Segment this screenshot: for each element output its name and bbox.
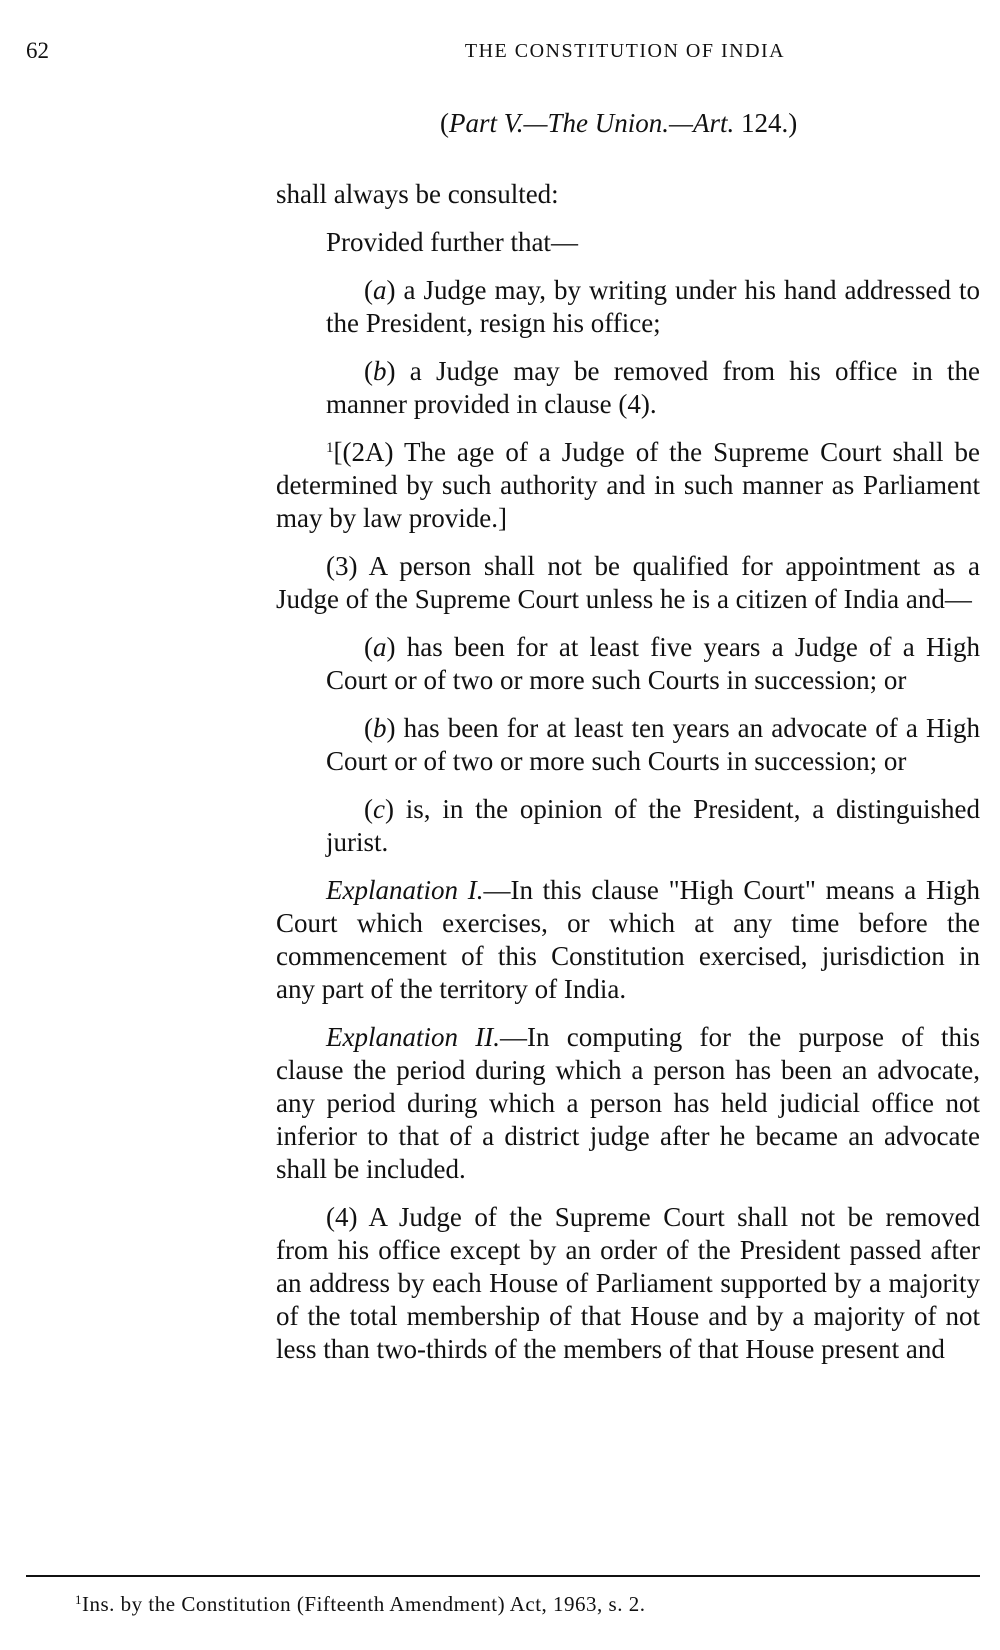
clause-marker: c (373, 794, 385, 824)
paragraph-4: (4) A Judge of the Supreme Court shall not be removed from his office except by an order of the President passed after an address by each House of Parliament supported by a majority of the total membership of that House and by a majority of not less than two-thirds of the members of that House present and (276, 1202, 980, 1364)
clause-marker: b (373, 713, 387, 743)
clause-text: has been for at least ten years an advocate of a High Court or of two or more such Courts in succession; or (326, 713, 980, 776)
article-body (276, 178, 980, 1381)
footnote (75, 1592, 975, 1617)
part-heading-article: 124. (741, 108, 789, 138)
running-title: THE CONSTITUTION OF INDIA (464, 40, 786, 62)
page-number: 62 (26, 38, 49, 63)
part-heading-open: ( (440, 108, 449, 138)
paragraph-proviso: Provided further that— (326, 227, 578, 257)
clause-marker: b (373, 356, 387, 386)
clause-c-jurist: (c) is, in the opinion of the President, a distinguished jurist. (326, 794, 980, 857)
explanation-1 (276, 874, 980, 1006)
paragraph-2a-text: [(2A) The age of a Judge of the Supreme Court shall be determined by such authority and in such manner as Parliament may by law provide.] (276, 437, 980, 533)
part-heading (262, 108, 962, 139)
clause-a-resign: (a) a Judge may, by writing under his hand addressed to the President, resign his office; (326, 275, 980, 338)
explanation-text: —In computing for the purpose of this clause the period during which a person has been an advocate, any period during which a person has held judicial office not inferior to that of a district judge after he became an advocate shall be included. (276, 1022, 980, 1184)
footnote-marker: 1 (75, 1592, 82, 1607)
part-heading-close: ) (788, 108, 798, 138)
clause-marker: a (373, 632, 387, 662)
part-heading-italic: Part V.—The Union.—Art. (449, 108, 735, 138)
clause-text: is, in the opinion of the President, a distinguished jurist. (326, 794, 980, 857)
explanation-label: Explanation I. (326, 875, 484, 905)
clause-text: a Judge may, by writing under his hand addressed to the President, resign his office; (326, 275, 980, 338)
paragraph-3: (3) A person shall not be qualified for appointment as a Judge of the Supreme Court unless he is a citizen of India and— (276, 551, 980, 614)
explanation-text: —In this clause "High Court" means a High Court which exercises, or which at any time before the commencement of this Constitution exercised, jurisdiction in any part of the territory of India. (276, 875, 980, 1004)
clause-text: has been for at least five years a Judge of a High Court or of two or more such Courts in succession; or (326, 632, 980, 695)
footnote-divider (26, 1575, 980, 1577)
footnote-text: Ins. by the Constitution (Fifteenth Amendment) Act, 1963, s. 2. (82, 1592, 646, 1616)
paragraph-consulted: shall always be consulted: (276, 179, 559, 209)
clause-a-high-court-judge: (a) has been for at least five years a Judge of a High Court or of two or more such Courts in succession; or (326, 632, 980, 695)
clause-marker: a (373, 275, 387, 305)
explanation-label: Explanation II. (326, 1022, 500, 1052)
footnote-ref: 1 (326, 440, 334, 456)
clause-b-advocate: (b) has been for at least ten years an advocate of a High Court or of two or more such Courts in succession; or (326, 713, 980, 776)
paragraph-2a (276, 436, 980, 535)
clause-b-removed: (b) a Judge may be removed from his office in the manner provided in clause (4). (326, 356, 980, 419)
explanation-2 (276, 1021, 980, 1186)
clause-text: a Judge may be removed from his office in the manner provided in clause (4). (326, 356, 980, 419)
